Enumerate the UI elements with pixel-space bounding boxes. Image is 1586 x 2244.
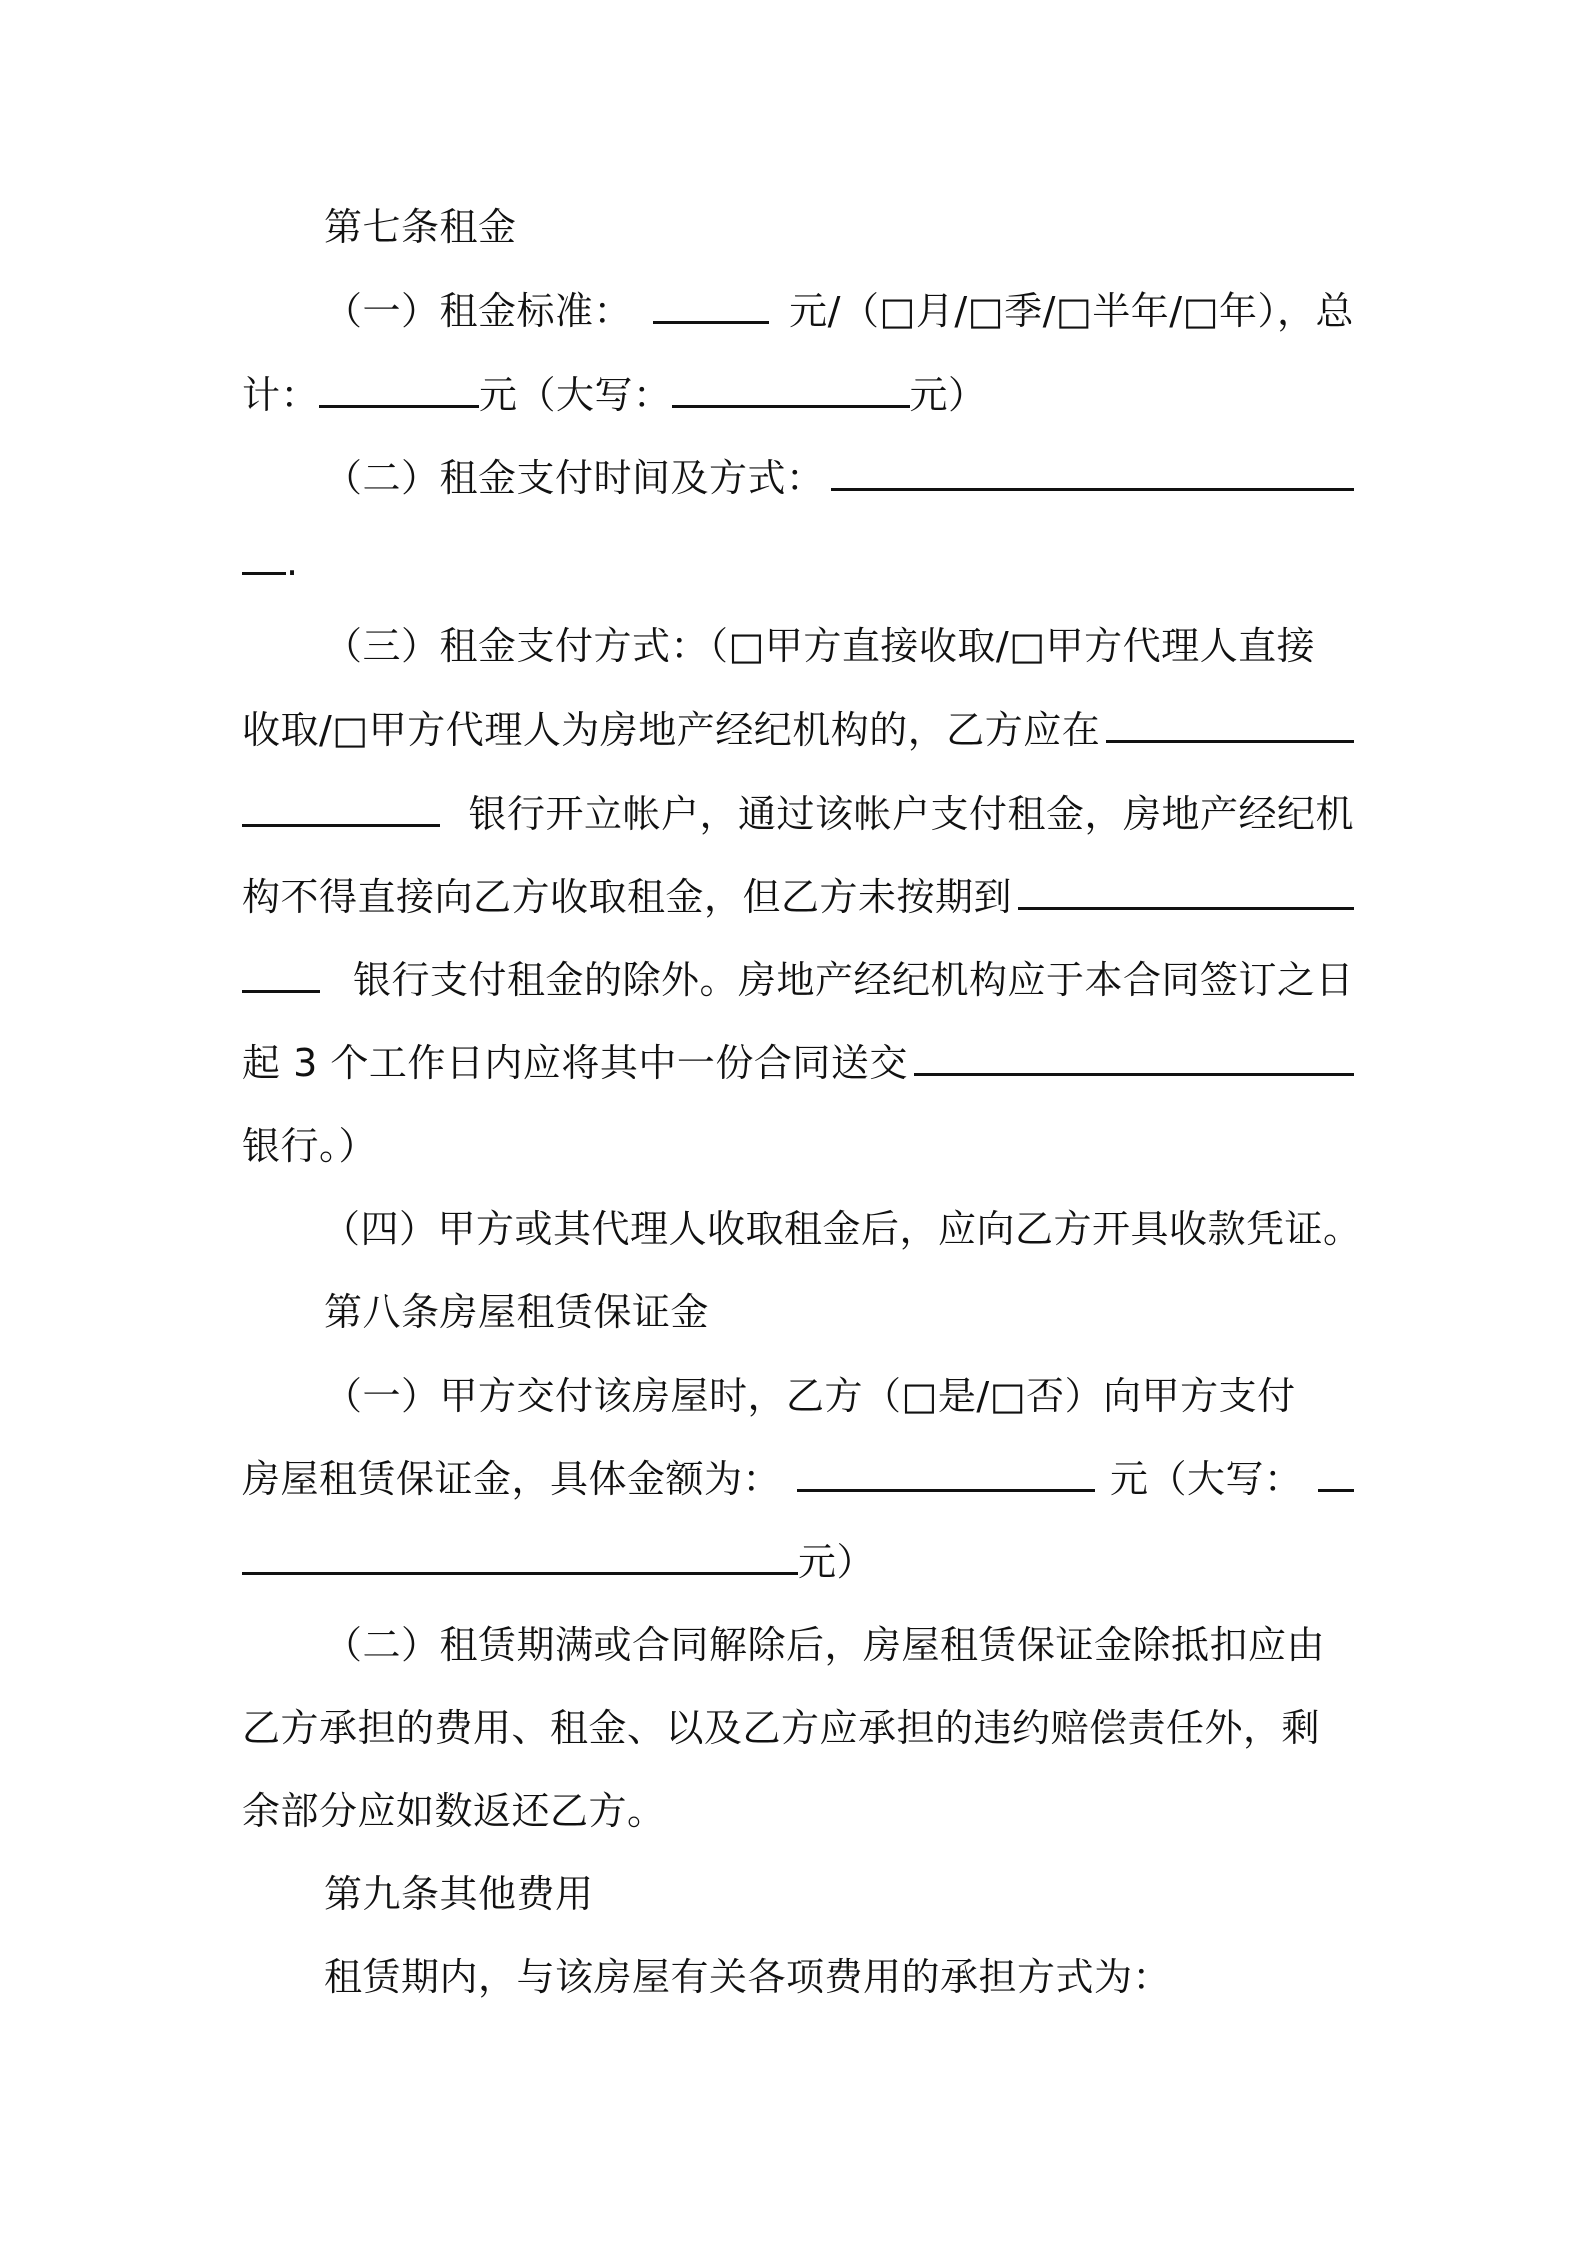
payment-time-label: （二）租金支付时间及方式：	[324, 456, 825, 500]
payment-bank-blank[interactable]	[1018, 873, 1354, 910]
deposit-return-line-2: 乙方承担的费用、租金、以及乙方应承担的违约赔偿责任外，剩	[242, 1706, 1321, 1750]
rent-period-options: 元/（□月/□季/□半年/□年），总	[789, 289, 1354, 333]
payment-method-line-1: （三）租金支付方式：（□甲方直接收取/□甲方代理人直接	[324, 624, 1316, 668]
payment-time-line-2	[242, 534, 1354, 590]
deposit-amount-blank[interactable]	[797, 1455, 1095, 1492]
article-7-heading: 第七条租金	[324, 205, 517, 249]
rent-total-label: 计：	[242, 373, 320, 417]
payment-method-line-4	[242, 869, 1354, 925]
rent-total-capital-blank[interactable]	[672, 371, 910, 408]
contract-bank-blank[interactable]	[914, 1039, 1354, 1076]
payment-method-text-2: 收取/□甲方代理人为房地产经纪机构的，乙方应在	[242, 708, 1101, 752]
rent-amount-blank[interactable]	[653, 287, 769, 324]
rent-total-line	[242, 367, 1354, 423]
deposit-line-1: （一）甲方交付该房屋时，乙方（□是/□否）向甲方支付	[324, 1374, 1296, 1418]
payment-time-blank[interactable]	[831, 454, 1354, 491]
payment-method-line-7: 银行。）	[242, 1124, 378, 1168]
rent-total-blank[interactable]	[319, 371, 479, 408]
payment-method-line-3	[242, 786, 1354, 842]
rent-standard-label: （一）租金标准：	[324, 289, 633, 333]
payment-bank-blank-cont[interactable]	[242, 956, 320, 993]
rent-standard-line	[324, 283, 1354, 339]
bank-name-blank[interactable]	[1106, 706, 1354, 743]
payment-method-text-4: 构不得直接向乙方收取租金，但乙方未按期到	[242, 875, 1013, 919]
article-9-heading: 第九条其他费用	[324, 1872, 594, 1916]
deposit-capital-blank-cont[interactable]	[242, 1538, 798, 1575]
receipt-clause: （四）甲方或其代理人收取租金后，应向乙方开具收款凭证。	[322, 1207, 1362, 1251]
payment-method-text-3: 银行开立帐户，通过该帐户支付租金，房地产经纪机	[468, 792, 1354, 836]
bank-name-blank-cont[interactable]	[242, 790, 440, 827]
rent-total-end: 元）	[909, 373, 987, 417]
payment-time-end: .	[286, 540, 299, 584]
deposit-return-line-3: 余部分应如数返还乙方。	[242, 1789, 666, 1833]
payment-method-text-5: 银行支付租金的除外。房地产经纪机构应于本合同签订之日	[352, 958, 1354, 1002]
payment-method-line-5	[242, 952, 1354, 1008]
payment-method-line-2	[242, 702, 1354, 758]
deposit-line-2	[242, 1451, 1354, 1507]
deposit-amount-label: 房屋租赁保证金，具体金额为：	[242, 1457, 782, 1501]
deposit-return-line-1: （二）租赁期满或合同解除后，房屋租赁保证金除抵扣应由	[324, 1623, 1326, 1667]
payment-time-line	[324, 450, 1354, 506]
rent-total-capital-label: 元（大写：	[479, 373, 672, 417]
deposit-end: 元）	[798, 1540, 876, 1584]
payment-method-line-6	[242, 1035, 1354, 1091]
payment-time-blank-cont[interactable]	[242, 538, 286, 575]
other-fees-line: 租赁期内，与该房屋有关各项费用的承担方式为：	[324, 1955, 1172, 1999]
deposit-line-3	[242, 1534, 1354, 1590]
payment-method-text-6: 起 3 个工作日内应将其中一份合同送交	[242, 1041, 908, 1085]
deposit-capital-blank[interactable]	[1318, 1455, 1354, 1492]
article-8-heading: 第八条房屋租赁保证金	[324, 1290, 710, 1334]
deposit-capital-label: 元（大写：	[1109, 1457, 1303, 1501]
